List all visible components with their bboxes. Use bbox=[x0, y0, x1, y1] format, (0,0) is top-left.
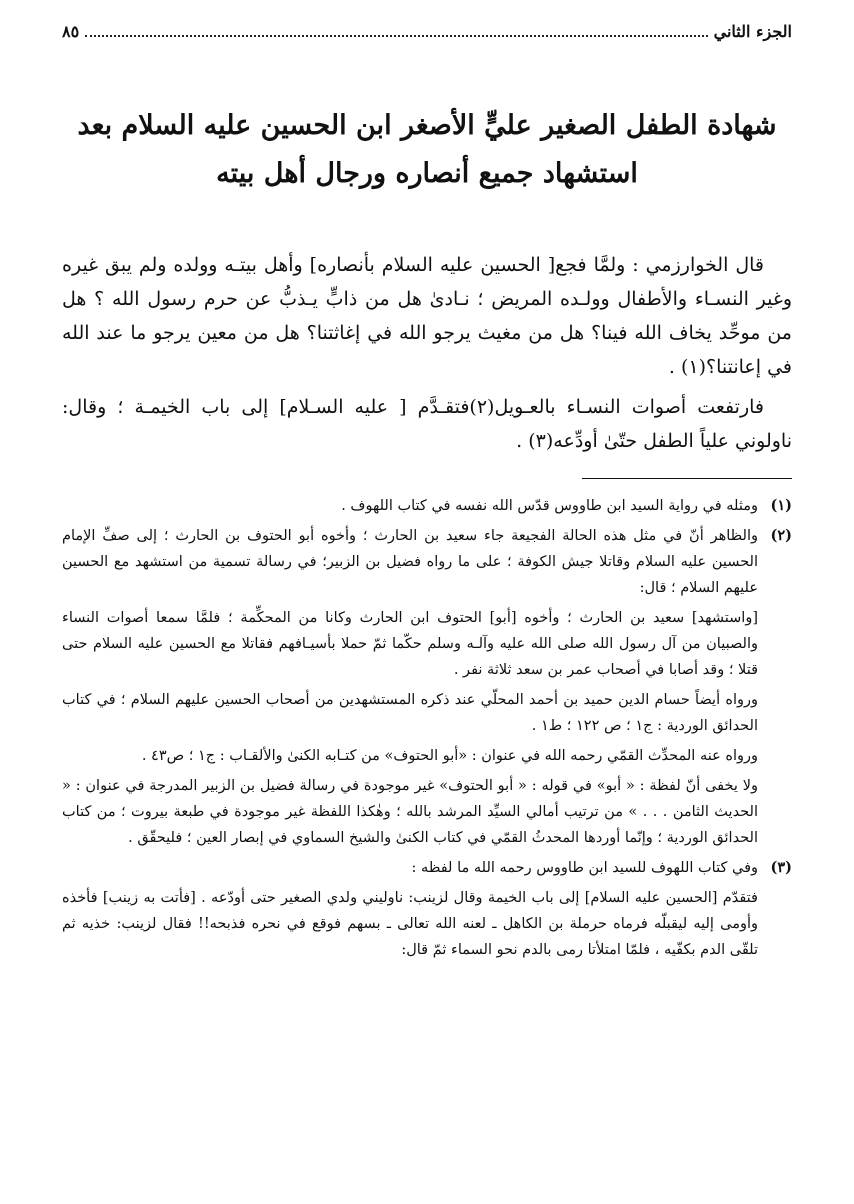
chapter-title: شهادة الطفل الصغير عليٍّ الأصغر ابن الحسين عليه السلام بعد استشهاد جميع أنصاره ورجال أهل بيته bbox=[77, 110, 777, 189]
footnote bbox=[62, 493, 792, 519]
running-header bbox=[62, 22, 792, 52]
footnote-separator bbox=[582, 478, 792, 479]
dotted-leader bbox=[85, 35, 707, 37]
footnote-paragraph: ورواه عنه المحدِّث القمّي رحمه الله في عنوان : «أبو الحتوف» من كتـابه الكنىٰ والألقـاب : ج١ ؛ ص٤٣ . bbox=[141, 748, 758, 764]
footnotes bbox=[62, 493, 792, 963]
footnote-body bbox=[62, 855, 758, 963]
footnote-paragraph: ومثله في رواية السيد ابن طاووس قدّس الله نفسه في كتاب اللهوف . bbox=[341, 498, 758, 514]
book-page bbox=[62, 22, 792, 967]
main-text bbox=[62, 248, 792, 458]
footnote-body bbox=[62, 493, 758, 519]
footnote-paragraph: ورواه أيضاً حسام الدين حميد بن أحمد المحلّي عند ذكره المستشهدين من أصحاب الحسين عليهم السلام ؛ في كتاب الحدائق الوردية : ج١ ؛ ص ١٢٢ ؛ ط١ . bbox=[62, 692, 758, 734]
footnote-marker: (٢) bbox=[770, 527, 792, 544]
footnote-body bbox=[62, 523, 758, 851]
body-paragraph: فارتفعت أصوات النسـاء بالعـويل(٢)فتقـدَّم [ عليه السـلام] إلى باب الخيمـة ؛ وقال: ناولوني علياً الطفل حتّىٰ أودِّعه(٣) . bbox=[62, 396, 792, 452]
page-number: ٨٥ bbox=[62, 22, 80, 41]
footnote-marker: (١) bbox=[770, 497, 792, 514]
footnote bbox=[62, 523, 792, 851]
footnote-paragraph: والظاهر أنّ في مثل هذه الحالة الفجيعة جاء سعيد بن الحارث ؛ وأخوه أبو الحتوف بن الحارث ؛ إلى صفِّ الإمام الحسين عليه السلام وقاتلا جيش الكوفة ؛ على ما رواه فضيل بن الزبير؛ في رسالة تسمية من استشهد مع الحسين عليهم السلام ؛ قال: bbox=[62, 528, 758, 596]
footnote-paragraph: وفي كتاب اللهوف للسيد ابن طاووس رحمه الله ما لفظه : bbox=[411, 860, 758, 876]
running-header-title: الجزء الثاني bbox=[713, 22, 792, 41]
footnote-paragraph: [واستشهد] سعيد بن الحارث ؛ وأخوه [أبو] الحتوف ابن الحارث وكانا من المحكِّمة ؛ فلمَّا سمعا أصوات النساء والصبيان من آل رسول الله صلى الله عليه وآلـه وسلم حكّما ثمّ حملا بأسيـافهم فقاتلا مع الحسين عليه السلام حتى قتلا ؛ وقد أصابا في أصحاب عمر بن سعد ثلاثة نفر . bbox=[62, 610, 758, 678]
footnote bbox=[62, 855, 792, 963]
footnote-marker: (٣) bbox=[770, 859, 792, 876]
footnote-paragraph: ولا يخفى أنّ لفظة : « أبو» في قوله : « أبو الحتوف» غير موجودة في رسالة فضيل بن الزبير المدرجة في عنوان : « الحديث الثامن . . . » من ترتيب أمالي السيِّد المرشد بالله ؛ وهٰكذا اللفظة غير موجودة في طبعة بيروت ؛ من كتاب الحدائق الوردية ؛ وإنّما أوردها المحدثُ القمّي في كتاب الكنىٰ والشيخ السماوي في إبصار العين ؛ فليحقّق . bbox=[62, 778, 758, 846]
footnote-paragraph: فتقدّم [الحسين عليه السلام] إلى باب الخيمة وقال لزينب: ناوليني ولدي الصغير حتى أودّعه . [فأتت به زينب] فأخذه وأومى إليه ليقبلّه فرماه حرملة بن الكاهل ـ لعنه الله تعالى ـ بسهم فوقع في نحره فذبحه!! فقال لزينب: خذيه ثم تلقّى الدم بكفّيه ، فلمّا امتلأتا رمى بالدم نحو السماء ثمّ قال: bbox=[62, 890, 758, 958]
body-paragraph: قال الخوارزمي : ولمَّا فجع[ الحسين عليه السلام بأنصاره] وأهل بيتـه وولده ولم يبق غيره وغير النسـاء والأطفال وولـده المريض ؛ نـادىٰ هل من ذابٍّ يـذبُّ عن حرم رسول الله ؟ هل من موحِّد يخاف الله فينا؟ هل من مغيث يرجو الله في إغاثتنا؟ هل من معين يرجو ما عند الله في إعانتنا؟(١) . bbox=[62, 254, 792, 378]
